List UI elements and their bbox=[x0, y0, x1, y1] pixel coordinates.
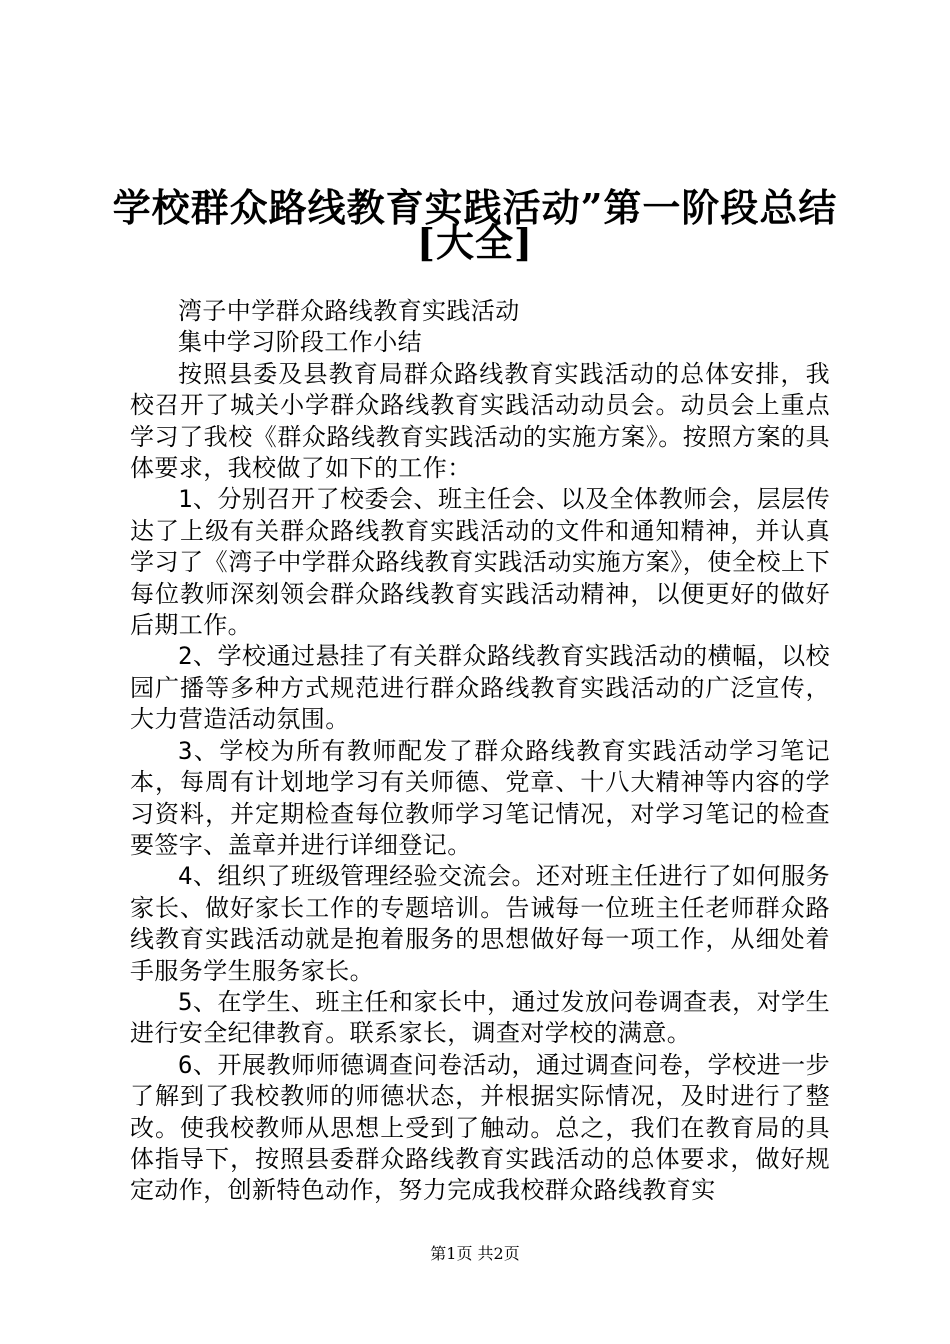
page-number-footer: 第1页 共2页 bbox=[430, 1244, 520, 1263]
paragraph: 湾子中学群众路线教育实践活动 bbox=[178, 297, 520, 325]
paragraph: 4、组织了班级管理经验交流会。还对班主任进行了如何服务家长、做好家长工作的专题培训。告诫每一位班主任老师群众路线教育实践活动就是抱着服务的思想做好每一项工作，从细处着手服务学生服务家长。 bbox=[130, 862, 830, 985]
document-title: 学校群众路线教育实践活动”第一阶段总结 bbox=[112, 185, 838, 230]
document-body bbox=[130, 296, 830, 1207]
paragraph: 1、分别召开了校委会、班主任会、以及全体教师会，层层传达了上级有关群众路线教育实践活动的文件和通知精神，并认真学习了《湾子中学群众路线教育实践活动实施方案》，使全校上下每位教师深刻领会群众路线教育实践活动精神，以便更好的做好后期工作。 bbox=[130, 485, 830, 640]
paragraph: 6、开展教师师德调查问卷活动，通过调查问卷，学校进一步了解到了我校教师的师德状态，并根据实际情况，及时进行了整改。使我校教师从思想上受到了触动。总之，我们在教育局的具体指导下，按照县委群众路线教育实践活动的总体要求，做好规定动作，创新特色动作，努力完成我校群众路线教育实 bbox=[130, 1050, 830, 1205]
paragraph: 按照县委及县教育局群众路线教育实践活动的总体安排，我校召开了城关小学群众路线教育实践活动动员会。动员会上重点学习了我校《群众路线教育实践活动的实施方案》。按照方案的具体要求，我校做了如下的工作： bbox=[130, 359, 830, 483]
paragraph: 5、在学生、班主任和家长中，通过发放问卷调查表，对学生进行安全纪律教育。联系家长，调查对学校的满意。 bbox=[130, 987, 830, 1048]
paragraph: 集中学习阶段工作小结 bbox=[178, 328, 422, 357]
document-title-suffix: [大全] bbox=[417, 220, 533, 265]
paragraph: 3、学校为所有教师配发了群众路线教育实践活动学习笔记本，每周有计划地学习有关师德、党章、十八大精神等内容的学习资料，并定期检查每位教师学习笔记情况，对学习笔记的检查要签字、盖章并进行详细登记。 bbox=[130, 736, 830, 859]
paragraph: 2、学校通过悬挂了有关群众路线教育实践活动的横幅，以校园广播等多种方式规范进行群众路线教育实践活动的广泛宣传，大力营造活动氛围。 bbox=[130, 642, 830, 734]
